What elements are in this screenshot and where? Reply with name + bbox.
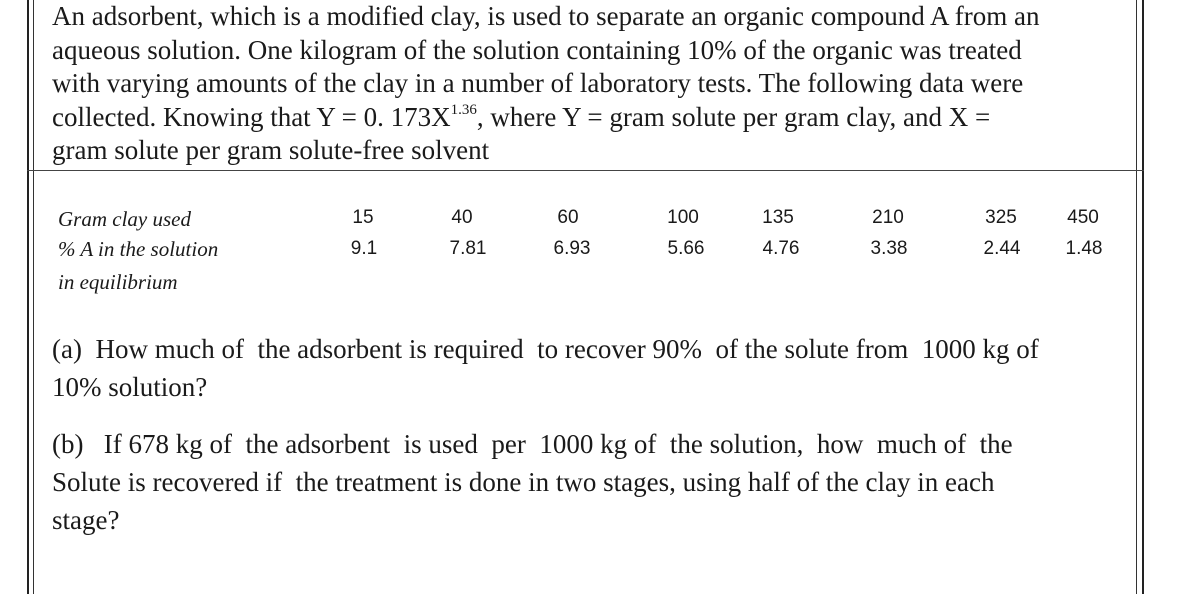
formula-text: collected. Knowing that Y = 0. 173X (52, 101, 451, 132)
percent-value: 3.38 (870, 238, 908, 259)
percent-value: 1.48 (1065, 238, 1103, 259)
clay-value: 15 (352, 207, 374, 228)
frame-right-inner-border (1136, 0, 1137, 594)
problem-statement (52, 0, 1132, 168)
clay-value: 325 (985, 207, 1017, 228)
question-b-line: (b) If 678 kg of the adsorbent is used per 1000 kg of the solution, how much of the (52, 429, 1013, 459)
question-b (52, 425, 1132, 539)
row-label-clay: Gram clay used (58, 207, 191, 231)
row-label-percent-cont: in equilibrium (58, 270, 178, 294)
intro-line: with varying amounts of the clay in a number of laboratory tests. The following data were (52, 68, 1024, 98)
clay-value: 135 (762, 207, 794, 228)
percent-value: 2.44 (983, 238, 1021, 259)
frame-left-inner-border (33, 0, 34, 594)
percent-value: 7.81 (449, 238, 487, 259)
intro-line: gram solute per gram solute-free solvent (52, 135, 490, 165)
question-b-line: Solute is recovered if the treatment is done in two stages, using half of the clay in each (52, 467, 995, 497)
frame-divider-line (27, 170, 1144, 171)
intro-line: An adsorbent, which is a modified clay, is used to separate an organic compound A from an (52, 1, 1040, 31)
question-a-line: 10% solution? (52, 372, 208, 402)
intro-line-formula (52, 101, 1132, 135)
formula-exponent: 1.36 (450, 101, 477, 118)
clay-value: 40 (451, 207, 473, 228)
clay-value: 60 (557, 207, 579, 228)
frame-right-border (1142, 0, 1144, 594)
clay-value: 450 (1067, 207, 1099, 228)
percent-value: 6.93 (553, 238, 591, 259)
percent-value: 5.66 (667, 238, 705, 259)
intro-line: aqueous solution. One kilogram of the solution containing 10% of the organic was treated (52, 34, 1022, 65)
percent-value: 9.1 (350, 238, 378, 259)
question-a (52, 330, 1132, 406)
row-label-percent: % A in the solution (58, 237, 219, 261)
clay-value: 210 (872, 207, 904, 228)
frame-left-border (27, 0, 29, 594)
percent-value: 4.76 (762, 238, 800, 259)
question-a-line: (a) How much of the adsorbent is required to recover 90% of the solute from 1000 kg of (52, 334, 1039, 364)
question-b-line: stage? (52, 505, 120, 535)
clay-value: 100 (667, 207, 699, 228)
formula-definition: , where Y = gram solute per gram clay, and X = (476, 101, 991, 132)
